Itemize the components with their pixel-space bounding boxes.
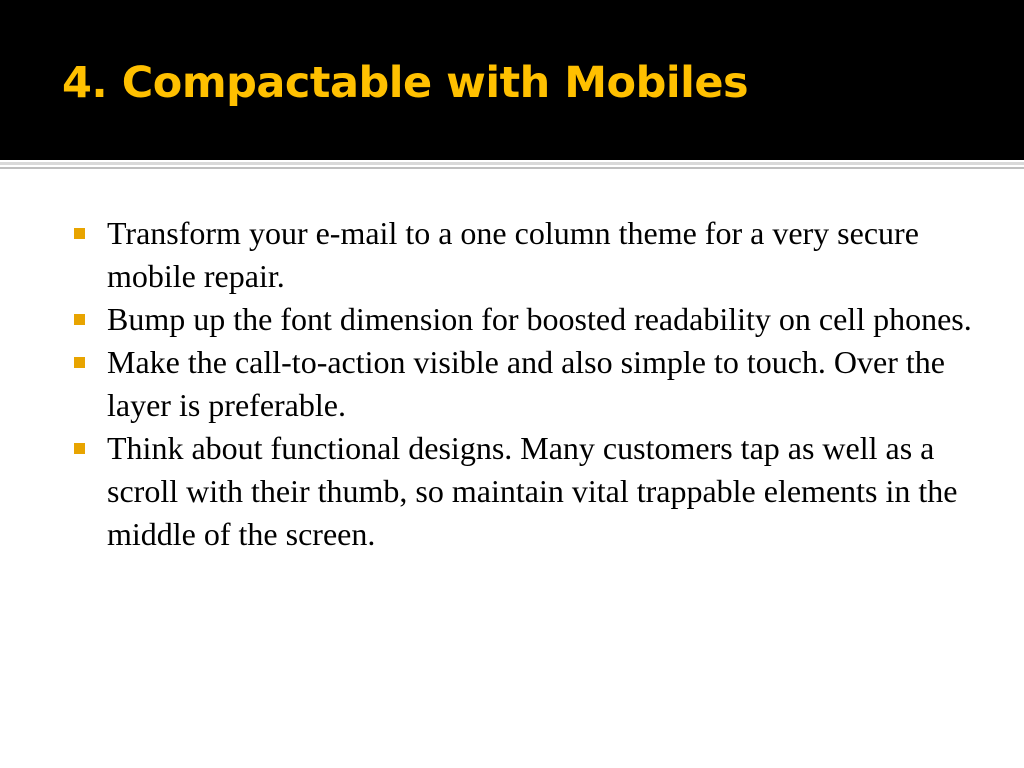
bullet-item [72, 341, 972, 427]
square-bullet-icon [74, 443, 85, 454]
slide-title: 4. Compactable with Mobiles [62, 58, 749, 108]
bullet-text: Transform your e-mail to a one column theme for a very secure mobile repair. [107, 215, 919, 294]
square-bullet-icon [74, 357, 85, 368]
title-divider-line [0, 162, 1024, 165]
square-bullet-icon [74, 314, 85, 325]
title-divider-shadow [0, 167, 1024, 169]
bullet-item [72, 298, 972, 341]
bullet-text: Think about functional designs. Many customers tap as well as a scroll with their thumb, so maintain vital trappable elements in the middle of the screen. [107, 430, 958, 552]
bullet-text: Bump up the font dimension for boosted readability on cell phones. [107, 301, 972, 337]
bullet-item [72, 212, 972, 298]
title-bar [0, 0, 1024, 160]
bullet-text: Make the call-to-action visible and also simple to touch. Over the layer is preferable. [107, 344, 945, 423]
bullet-list [72, 212, 972, 556]
square-bullet-icon [74, 228, 85, 239]
bullet-item [72, 427, 972, 556]
